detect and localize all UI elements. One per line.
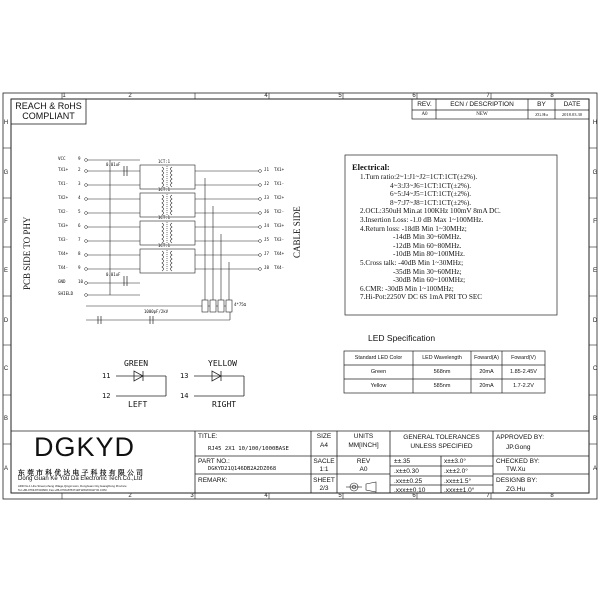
units-value: MM[INCH] bbox=[348, 442, 379, 449]
cap-label-bottom: 0.01uF bbox=[106, 272, 121, 277]
left-pin-number: 9 bbox=[78, 156, 81, 161]
rev-value-date: 2018.03.30 bbox=[561, 112, 583, 117]
electrical-line: 6~5:J4~J5=1CT:1CT(±2%). bbox=[390, 190, 472, 199]
right-pin-signal: TX2+ bbox=[274, 195, 285, 200]
rev-header-by: BY bbox=[537, 101, 546, 108]
led-yellow-forward-a: 20mA bbox=[479, 383, 494, 389]
right-pin-label: J1 bbox=[264, 167, 270, 172]
pcb-side-label: PCB SIDE TO PHY bbox=[22, 216, 32, 290]
electrical-line: -30dB Min 60~100MHz; bbox=[393, 276, 466, 285]
zone-bottom-3: 3 bbox=[190, 493, 194, 499]
tol-angle-3: .xxx±±1.0° bbox=[444, 487, 475, 494]
led-header-forward-v: Foward(V) bbox=[511, 355, 536, 361]
company-tel: Tel:+86-0769-87334600, Fax:+86-0769-87847128 WWW.DGKYD.COM bbox=[18, 488, 107, 492]
zone-side-g-right: G bbox=[592, 170, 598, 176]
reach-line-1: REACH & RoHS bbox=[15, 101, 82, 111]
tol-linear-1: .x±±0.30 bbox=[394, 468, 419, 475]
electrical-line: 1.Turn ratio:2~1:J1~J2=1CT:1CT(±2%). bbox=[360, 173, 478, 181]
left-pin-number: 10 bbox=[78, 279, 84, 284]
scale-value: 1:1 bbox=[319, 466, 329, 473]
remark-label: REMARK: bbox=[198, 477, 228, 484]
tol-angle-2: .xx±±1.5° bbox=[444, 478, 472, 485]
led-green-color: Green bbox=[370, 369, 387, 375]
rev-header-date: DATE bbox=[563, 101, 581, 108]
led-header-wavelength: LED Wavelength bbox=[422, 355, 462, 361]
left-pin-label: TX2- bbox=[58, 209, 69, 214]
tol-linear-0: ±±.35 bbox=[394, 458, 411, 465]
reach-line-2: COMPLIANT bbox=[22, 111, 75, 121]
approved-value: JP.Gong bbox=[506, 444, 531, 451]
left-pin-label: TX3- bbox=[58, 237, 69, 242]
schematic-wires bbox=[86, 160, 260, 320]
zone-top-8: 8 bbox=[550, 93, 554, 99]
tol-linear-2: .xx±±0.25 bbox=[394, 478, 423, 485]
led-green-name: GREEN bbox=[124, 359, 149, 368]
electrical-line: 8~7:J7~J8=1CT:1CT(±2%). bbox=[390, 198, 472, 207]
electrical-line: -35dB Min 30~60MHz; bbox=[393, 267, 462, 276]
rev-value-by: ZG.Hu bbox=[535, 112, 548, 117]
left-pin-label: TX4+ bbox=[58, 251, 69, 256]
zone-side-a: A bbox=[3, 466, 8, 472]
led-yellow-color: Yellow bbox=[370, 383, 387, 389]
tolerance-subtitle: UNLESS SPECIFIED bbox=[410, 443, 473, 450]
electrical-title: Electrical: bbox=[352, 162, 390, 172]
part-no-label: PART NO.: bbox=[198, 458, 230, 465]
rev-header-rev: REV. bbox=[417, 101, 432, 108]
zone-side-d: D bbox=[3, 318, 9, 324]
left-pin-label: TX1+ bbox=[58, 167, 69, 172]
zone-top-2: 2 bbox=[128, 93, 132, 99]
zone-side-h-right: H bbox=[592, 120, 598, 126]
zone-side-e-right: E bbox=[592, 268, 597, 274]
led-yellow-wavelength: 585nm bbox=[433, 383, 451, 389]
electrical-line: 7.Hi-Pot:2250V DC 6S 1mA PRI TO SEC bbox=[360, 293, 483, 302]
zone-bottom-7: 7 bbox=[486, 493, 490, 499]
tol-angle-1: .x±±2.0° bbox=[444, 468, 468, 475]
resistor-label: 4*75Ω bbox=[234, 302, 247, 307]
bottom-cap-label: 1000pF/2kV bbox=[144, 309, 169, 314]
zone-side-f: F bbox=[4, 219, 8, 225]
zone-top-5: 5 bbox=[338, 93, 342, 99]
checked-label: CHECKED BY: bbox=[496, 458, 540, 465]
electrical-line: 2.OCL:350uH Min.at 100KHz 100mV 8mA DC. bbox=[360, 207, 501, 216]
zone-side-f-right: F bbox=[593, 219, 597, 225]
company-logo: DGKYD bbox=[34, 432, 136, 462]
trans-label-2: 1CT:1 bbox=[158, 187, 171, 192]
led-green-pin-a: 11 bbox=[102, 372, 111, 380]
led-yellow-forward-v: 1.7-2.2V bbox=[513, 383, 534, 389]
right-pin-signal: TX4+ bbox=[274, 251, 285, 256]
tol-angle-0: x±±3.0° bbox=[444, 458, 467, 465]
left-pin-label: SHIELD bbox=[58, 291, 74, 296]
designed-value: ZG.Hu bbox=[506, 486, 526, 493]
sheet-value: 2/3 bbox=[319, 485, 329, 492]
zone-bottom-5: 5 bbox=[338, 493, 342, 499]
title-value: RJ45 2X1 10/100/1000BASE bbox=[208, 446, 289, 452]
cap-label-top: 0.01uF bbox=[106, 162, 121, 167]
zone-top-6: 6 bbox=[412, 93, 416, 99]
zone-side-g: G bbox=[3, 170, 9, 176]
led-spec-title: LED Specification bbox=[368, 333, 436, 343]
zone-side-b: B bbox=[3, 416, 8, 422]
electrical-lines bbox=[360, 173, 501, 302]
right-pin-label: J8 bbox=[264, 265, 270, 270]
right-pin-signal: TX4- bbox=[274, 265, 285, 270]
left-pin-number: 2 bbox=[78, 167, 81, 172]
led-yellow-pos: RIGHT bbox=[212, 400, 237, 409]
electrical-line: -10dB Min 80~100MHz. bbox=[393, 250, 465, 259]
zone-side-a-right: A bbox=[592, 466, 597, 472]
right-pin-signal: TX2- bbox=[274, 209, 285, 214]
checked-value: TW.Xu bbox=[506, 466, 526, 473]
right-pin-label: J2 bbox=[264, 181, 270, 186]
zone-bottom-2: 2 bbox=[128, 493, 132, 499]
electrical-line: 4~3:J3~J6=1CT:1CT(±2%). bbox=[390, 181, 472, 190]
electrical-line: 5.Cross talk: -40dB Min 1~30MHz; bbox=[360, 258, 464, 267]
led-yellow-pin-b: 14 bbox=[180, 392, 189, 400]
designed-label: DESIGNB BY: bbox=[496, 477, 538, 484]
trans-label-4: 1CT:1 bbox=[158, 243, 171, 248]
company-address: ADD:No.1 Lihe Street,Liheng Village,Qingxi town, DongGuan City,GuangDong Province bbox=[18, 484, 127, 488]
led-header-color: Standard LED Color bbox=[354, 355, 403, 361]
led-green-forward-a: 20mA bbox=[479, 369, 494, 375]
left-pin-number: 7 bbox=[78, 237, 81, 242]
right-pin-signal: TX3+ bbox=[274, 223, 285, 228]
led-green-pos: LEFT bbox=[128, 400, 148, 409]
trans-label-3: 1CT:1 bbox=[158, 215, 171, 220]
zone-side-h: H bbox=[3, 120, 9, 126]
led-green-forward-v: 1.85-2.45V bbox=[510, 369, 537, 375]
right-pin-label: J4 bbox=[264, 223, 270, 228]
zone-top-7: 7 bbox=[486, 93, 490, 99]
left-pin-label: TX1- bbox=[58, 181, 69, 186]
rev-value-rev: A0 bbox=[421, 112, 428, 117]
size-value: A4 bbox=[320, 442, 328, 449]
tol-linear-3: .xxx±±0.10 bbox=[394, 487, 426, 494]
left-pin-label: GND bbox=[58, 279, 66, 284]
right-pin-label: J6 bbox=[264, 209, 270, 214]
left-pin-number: 3 bbox=[78, 181, 81, 186]
right-pin-signal: TX1- bbox=[274, 181, 285, 186]
left-pin-number: 5 bbox=[78, 209, 81, 214]
left-pin-number: 6 bbox=[78, 223, 81, 228]
right-pin-signal: TX1+ bbox=[274, 167, 285, 172]
right-pin-label: J3 bbox=[264, 195, 270, 200]
right-pin-signal: TX3- bbox=[274, 237, 285, 242]
electrical-line: 3.Insertion Loss: -1.0 dB Max 1~100MHz. bbox=[360, 215, 484, 224]
projection-symbol-icon bbox=[346, 482, 376, 492]
rev-value: A0 bbox=[359, 466, 368, 473]
cable-side-label: CABLE SIDE bbox=[292, 206, 302, 258]
zone-bottom-6: 6 bbox=[412, 493, 416, 499]
company-name-en: Dong Guan Ke You Da Electronic Tech.Co.,Ltd bbox=[18, 476, 142, 482]
rev-value-ecn: NEW bbox=[476, 112, 488, 117]
led-yellow-name: YELLOW bbox=[208, 359, 237, 368]
title-label: TITLE: bbox=[198, 433, 218, 440]
electrical-line: 4.Return loss: -18dB Min 1~30MHz; bbox=[360, 224, 467, 233]
sheet-label: SHEET bbox=[313, 477, 335, 484]
zone-side-c: C bbox=[3, 366, 9, 372]
part-no-value: DGKYD21Q146DB2A2DZ068 bbox=[208, 466, 277, 472]
company-name-cn: 东 莞 市 科 优 达 电 子 科 技 有 限 公 司 bbox=[18, 470, 144, 477]
right-pin-label: J7 bbox=[264, 251, 270, 256]
zone-top-1: 1 bbox=[62, 93, 66, 99]
led-green-pin-b: 12 bbox=[102, 392, 111, 400]
left-pin-label: TX4- bbox=[58, 265, 69, 270]
led-green-wavelength: 568nm bbox=[433, 369, 451, 375]
units-label: UNITS bbox=[353, 433, 374, 440]
electrical-line: 6.CMR: -30dB Min 1~100MHz; bbox=[360, 284, 454, 293]
electrical-line: -12dB Min 60~80MHz. bbox=[393, 241, 462, 250]
tolerance-title: GENERAL TOLERANCES bbox=[403, 434, 480, 441]
right-pin-label: J5 bbox=[264, 237, 270, 242]
scale-label: SACLE bbox=[313, 458, 335, 465]
trans-label-1: 1CT:1 bbox=[158, 159, 171, 164]
zone-bottom-8: 8 bbox=[550, 493, 554, 499]
zone-side-c-right: C bbox=[592, 366, 598, 372]
zone-side-d-right: D bbox=[592, 318, 598, 324]
zone-side-b-right: B bbox=[592, 416, 597, 422]
approved-label: APPROVED BY: bbox=[496, 434, 545, 441]
left-pin-label: TX3+ bbox=[58, 223, 69, 228]
left-pin-number: 8 bbox=[78, 251, 81, 256]
led-yellow-pin-a: 13 bbox=[180, 372, 189, 380]
reach-rohs-label bbox=[11, 101, 86, 121]
left-pin-label: VCC bbox=[58, 156, 66, 161]
rev-label: REV bbox=[356, 458, 371, 465]
left-pin-number: 9 bbox=[78, 265, 81, 270]
size-label: SIZE bbox=[316, 433, 332, 440]
led-header-forward-a: Foward(A) bbox=[474, 355, 499, 361]
zone-bottom-4: 4 bbox=[264, 493, 268, 499]
rev-header-ecn: ECN / DESCRIPTION bbox=[450, 101, 514, 108]
left-pin-number: 4 bbox=[78, 195, 81, 200]
electrical-line: -14dB Min 30~60MHz. bbox=[393, 233, 462, 242]
left-pin-label: TX2+ bbox=[58, 195, 69, 200]
zone-side-e: E bbox=[3, 268, 8, 274]
zone-top-4: 4 bbox=[264, 93, 268, 99]
